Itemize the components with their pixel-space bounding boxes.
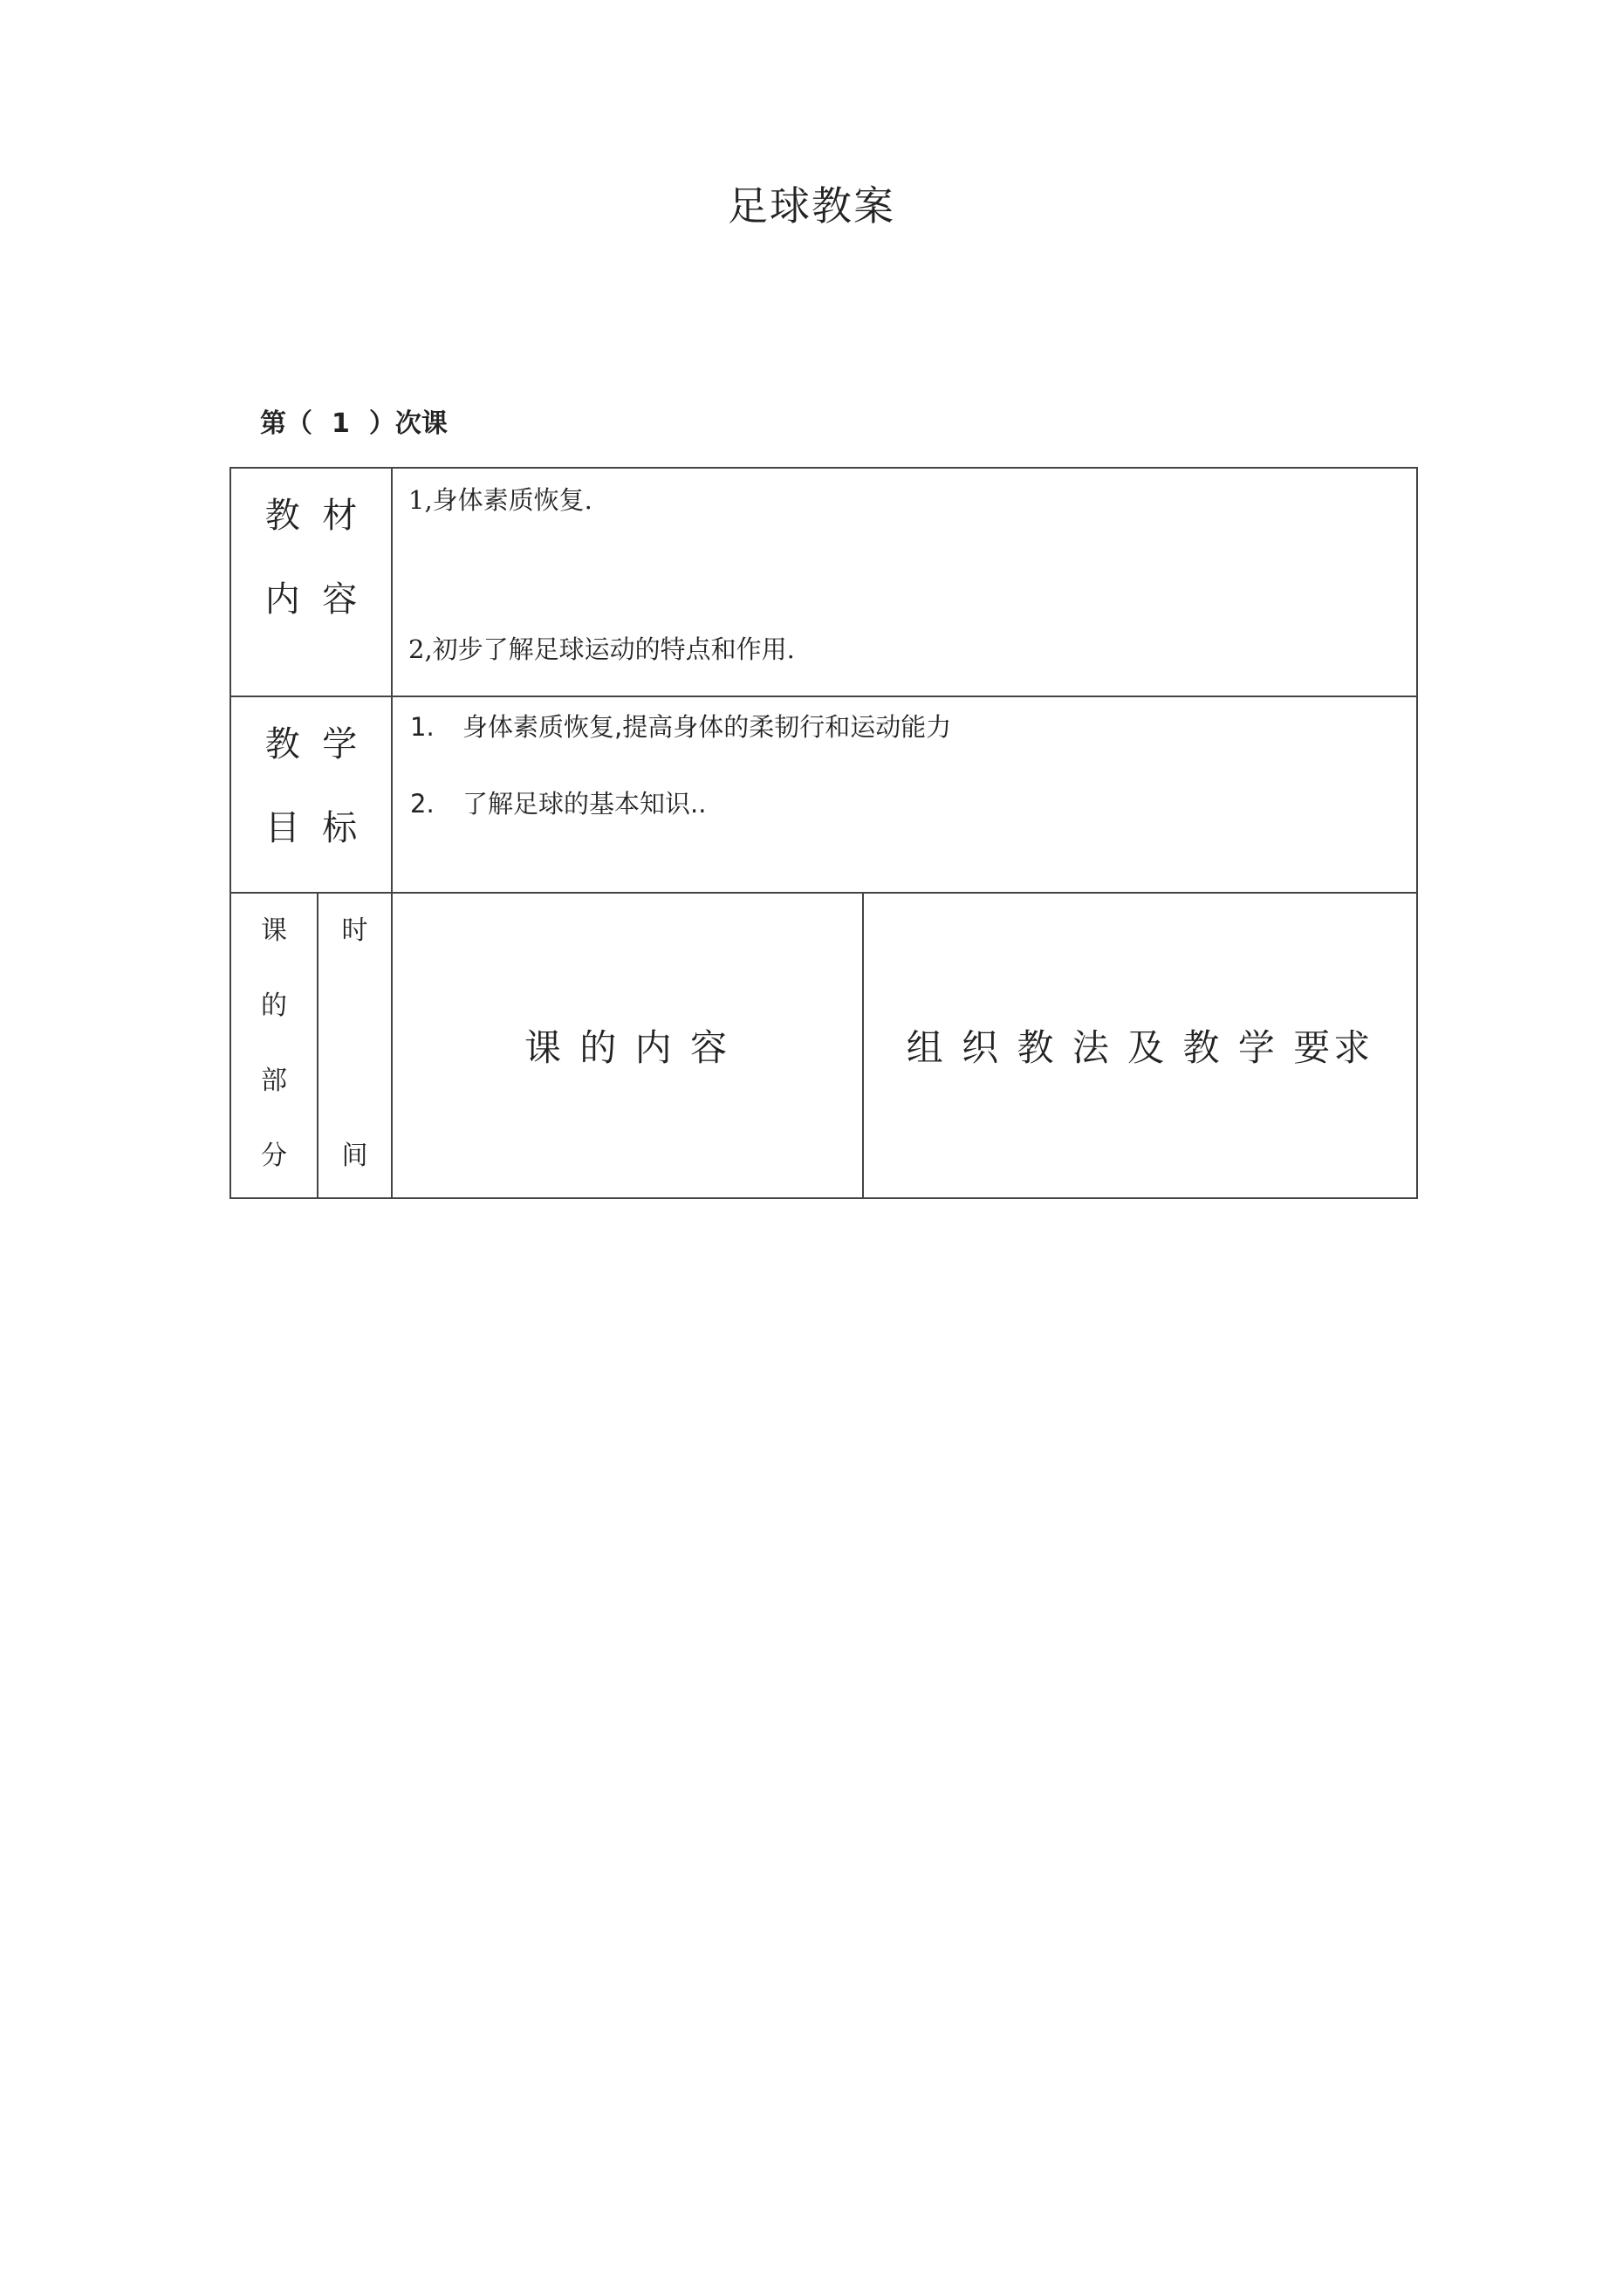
time-label-cell (318, 893, 392, 1198)
header-row (230, 893, 1417, 1198)
lesson-suffix: ）次课 (368, 408, 448, 439)
lesson-plan-table (229, 467, 1418, 1199)
goal-item (410, 785, 706, 820)
goal-content-cell (392, 696, 1417, 893)
part-label-cell (230, 893, 318, 1198)
material-item: 1,身体素质恢复. (408, 485, 592, 515)
part-label-char: 的 (261, 990, 287, 1021)
goal-item-text: 了解足球的基本知识.. (462, 789, 707, 819)
time-label-char: 间 (341, 1141, 368, 1171)
goal-row (230, 696, 1417, 893)
goal-label-line: 目 标 (264, 808, 358, 848)
lesson-prefix: 第（ (260, 408, 312, 439)
material-label-line: 内 容 (264, 579, 358, 620)
material-label-cell (230, 468, 392, 696)
lesson-number: 1 (332, 408, 350, 439)
goal-item-number: 1. (410, 712, 435, 742)
time-label-char: 时 (341, 915, 368, 946)
lesson-number-line (260, 401, 448, 440)
material-item: 2,初步了解足球运动的特点和作用. (408, 634, 795, 664)
goal-item-text: 身体素质恢复,提高身体的柔韧行和运动能力 (462, 712, 952, 742)
goal-item-number: 2. (410, 789, 435, 819)
method-header-cell: 组 织 教 法 及 教 学 要求 (863, 893, 1417, 1198)
goal-label-cell (230, 696, 392, 893)
part-label-char: 分 (261, 1141, 287, 1171)
material-label-line: 教 材 (264, 496, 358, 536)
page-title: 足球教案 (728, 182, 895, 230)
goal-label-line: 教 学 (264, 724, 358, 764)
part-label-char: 部 (261, 1066, 287, 1096)
material-content-cell (392, 468, 1417, 696)
part-label-char: 课 (261, 915, 287, 946)
goal-item (410, 708, 951, 744)
material-row (230, 468, 1417, 696)
content-header-cell: 课 的 内 容 (392, 893, 863, 1198)
